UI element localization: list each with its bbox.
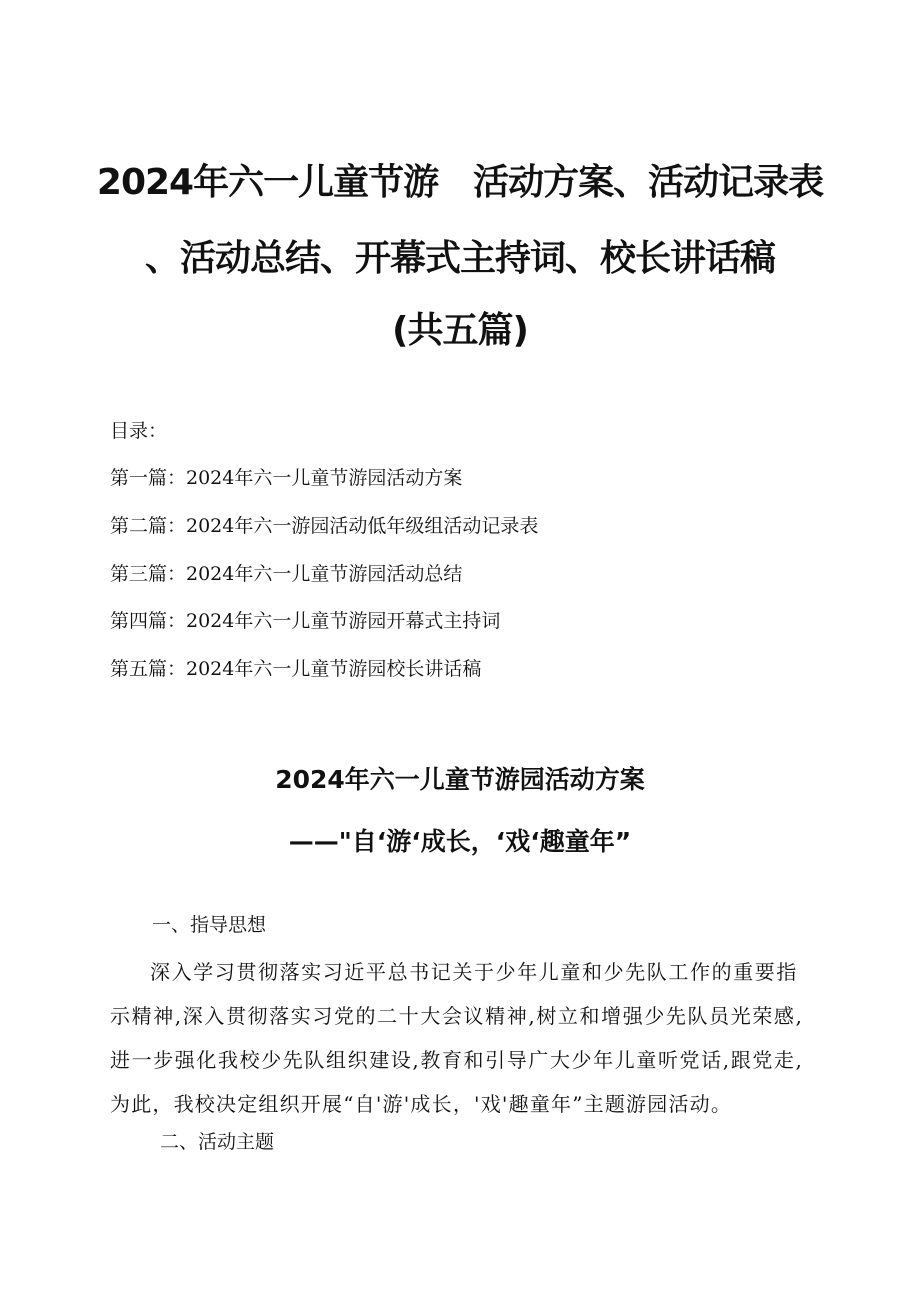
- section-title: 2024年六一儿童节游园活动方案: [275, 765, 645, 794]
- paragraph-line: 为此，我校决定组织开展“自'游'成长，'戏'趣童年”主题游园活动。: [110, 1092, 733, 1116]
- document-title-line-1: 2024年六一儿童节游 活动方案、活动记录表: [96, 162, 824, 203]
- document-title-line-2: 、活动总结、开幕式主持词、校长讲话稿: [144, 238, 775, 279]
- section-heading-activity-theme: 二、活动主题: [160, 1131, 275, 1153]
- toc-item: 第一篇：2024年六一儿童节游园活动方案: [110, 467, 463, 489]
- paragraph-line: 进一步强化我校少先队组织建设,教育和引导广大少年儿童听党话,跟党走,: [110, 1048, 804, 1072]
- document-title-line-3: (共五篇): [392, 310, 528, 351]
- toc-item: 第三篇：2024年六一儿童节游园活动总结: [110, 563, 463, 585]
- section-heading-guiding-ideology: 一、指导思想: [152, 914, 267, 936]
- toc-item: 第五篇：2024年六一儿童节游园校长讲话稿: [110, 658, 482, 680]
- toc-item: 第二篇：2024年六一游园活动低年级组活动记录表: [110, 515, 539, 537]
- paragraph-line: 深入学习贯彻落实习近平总书记关于少年儿童和少先队工作的重要指: [150, 960, 798, 984]
- toc-item: 第四篇：2024年六一儿童节游园开幕式主持词: [110, 610, 501, 632]
- paragraph-line: 示精神,深入贯彻落实习党的二十大会议精神,树立和增强少先队员光荣感,: [110, 1004, 804, 1028]
- section-subtitle: ——"自‘游‘成长，‘戏‘趣童年”: [288, 827, 632, 856]
- toc-label: 目录：: [110, 420, 168, 442]
